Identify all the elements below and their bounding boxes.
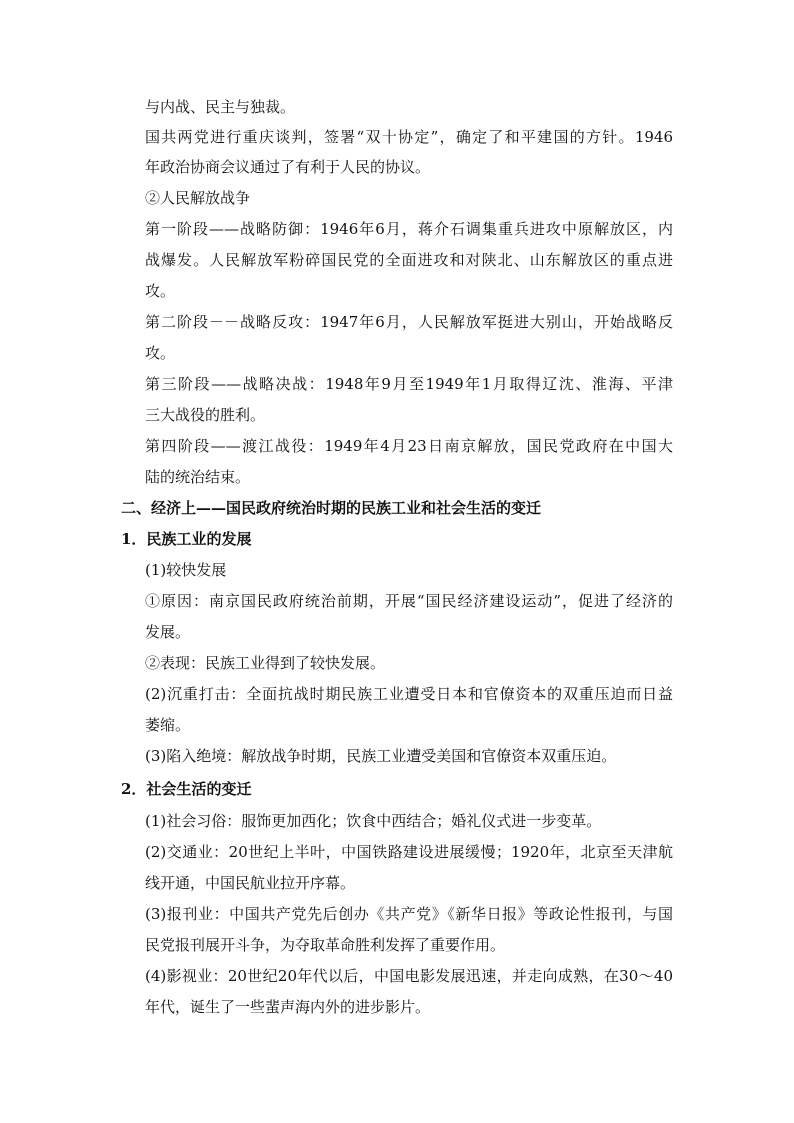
paragraph-line: (3)报刊业：中国共产党先后创办《共产党》《新华日报》等政论性报刊，与国 — [145, 905, 673, 923]
section-heading: 二、经济上——国民政府统治时期的民族工业和社会生活的变迁 — [121, 499, 542, 517]
paragraph-line: (2)沉重打击：全面抗战时期民族工业遭受日本和官僚资本的双重压迫而日益 — [145, 685, 673, 703]
paragraph-line: 年政治协商会议通过了有利于人民的协议。 — [145, 158, 431, 176]
list-item-label: (1)较快发展 — [145, 561, 227, 579]
paragraph-line: 第四阶段——渡江战役：1949年4月23日南京解放，国民党政府在中国大 — [145, 437, 673, 455]
paragraph-line: 第三阶段——战略决战：1948年9月至1949年1月取得辽沈、淮海、平津 — [145, 375, 673, 393]
sub-heading: 2．社会生活的变迁 — [121, 780, 252, 798]
paragraph-line: 战爆发。人民解放军粉碎国民党的全面进攻和对陕北、山东解放区的重点进 — [145, 251, 673, 269]
paragraph-line: 国共两党进行重庆谈判，签署“双十协定”，确定了和平建国的方针。1946 — [145, 128, 673, 146]
paragraph-line: 萎缩。 — [145, 716, 191, 734]
paragraph-line: 第二阶段－－战略反攻：1947年6月，人民解放军挺进大别山，开始战略反 — [145, 313, 673, 331]
paragraph-line: 三大战役的胜利。 — [145, 406, 266, 424]
paragraph-line: (3)陷入绝境：解放战争时期，民族工业遭受美国和官僚资本双重压迫。 — [145, 747, 617, 765]
list-item-label: ②人民解放战争 — [145, 189, 251, 207]
paragraph-line: (1)社会习俗：服饰更加西化；饮食中西结合；婚礼仪式进一步变革。 — [145, 812, 602, 830]
paragraph-line: 线开通，中国民航业拉开序幕。 — [145, 874, 356, 892]
paragraph-line: ①原因：南京国民政府统治前期，开展“国民经济建设运动”，促进了经济的 — [145, 592, 673, 610]
paragraph-line: 年代，诞生了一些蜚声海内外的进步影片。 — [145, 998, 431, 1016]
paragraph-line: 第一阶段——战略防御：1946年6月，蒋介石调集重兵进攻中原解放区，内 — [145, 220, 673, 238]
paragraph-line: 攻。 — [145, 344, 176, 362]
paragraph-line: (4)影视业：20世纪20年代以后，中国电影发展迅速，并走向成熟，在30～40 — [145, 967, 673, 985]
paragraph-line: ②表现：民族工业得到了较快发展。 — [145, 654, 386, 672]
paragraph-line: 陆的统治结束。 — [145, 468, 251, 486]
paragraph-line: 民党报刊展开斗争，为夺取革命胜利发挥了重要作用。 — [145, 936, 506, 954]
sub-heading: 1．民族工业的发展 — [121, 530, 252, 548]
paragraph-line: 攻。 — [145, 282, 176, 300]
paragraph-line: 与内战、民主与独裁。 — [145, 98, 296, 116]
paragraph-line: (2)交通业：20世纪上半叶，中国铁路建设进展缓慢；1920年，北京至天津航 — [145, 843, 673, 861]
paragraph-line: 发展。 — [145, 623, 191, 641]
